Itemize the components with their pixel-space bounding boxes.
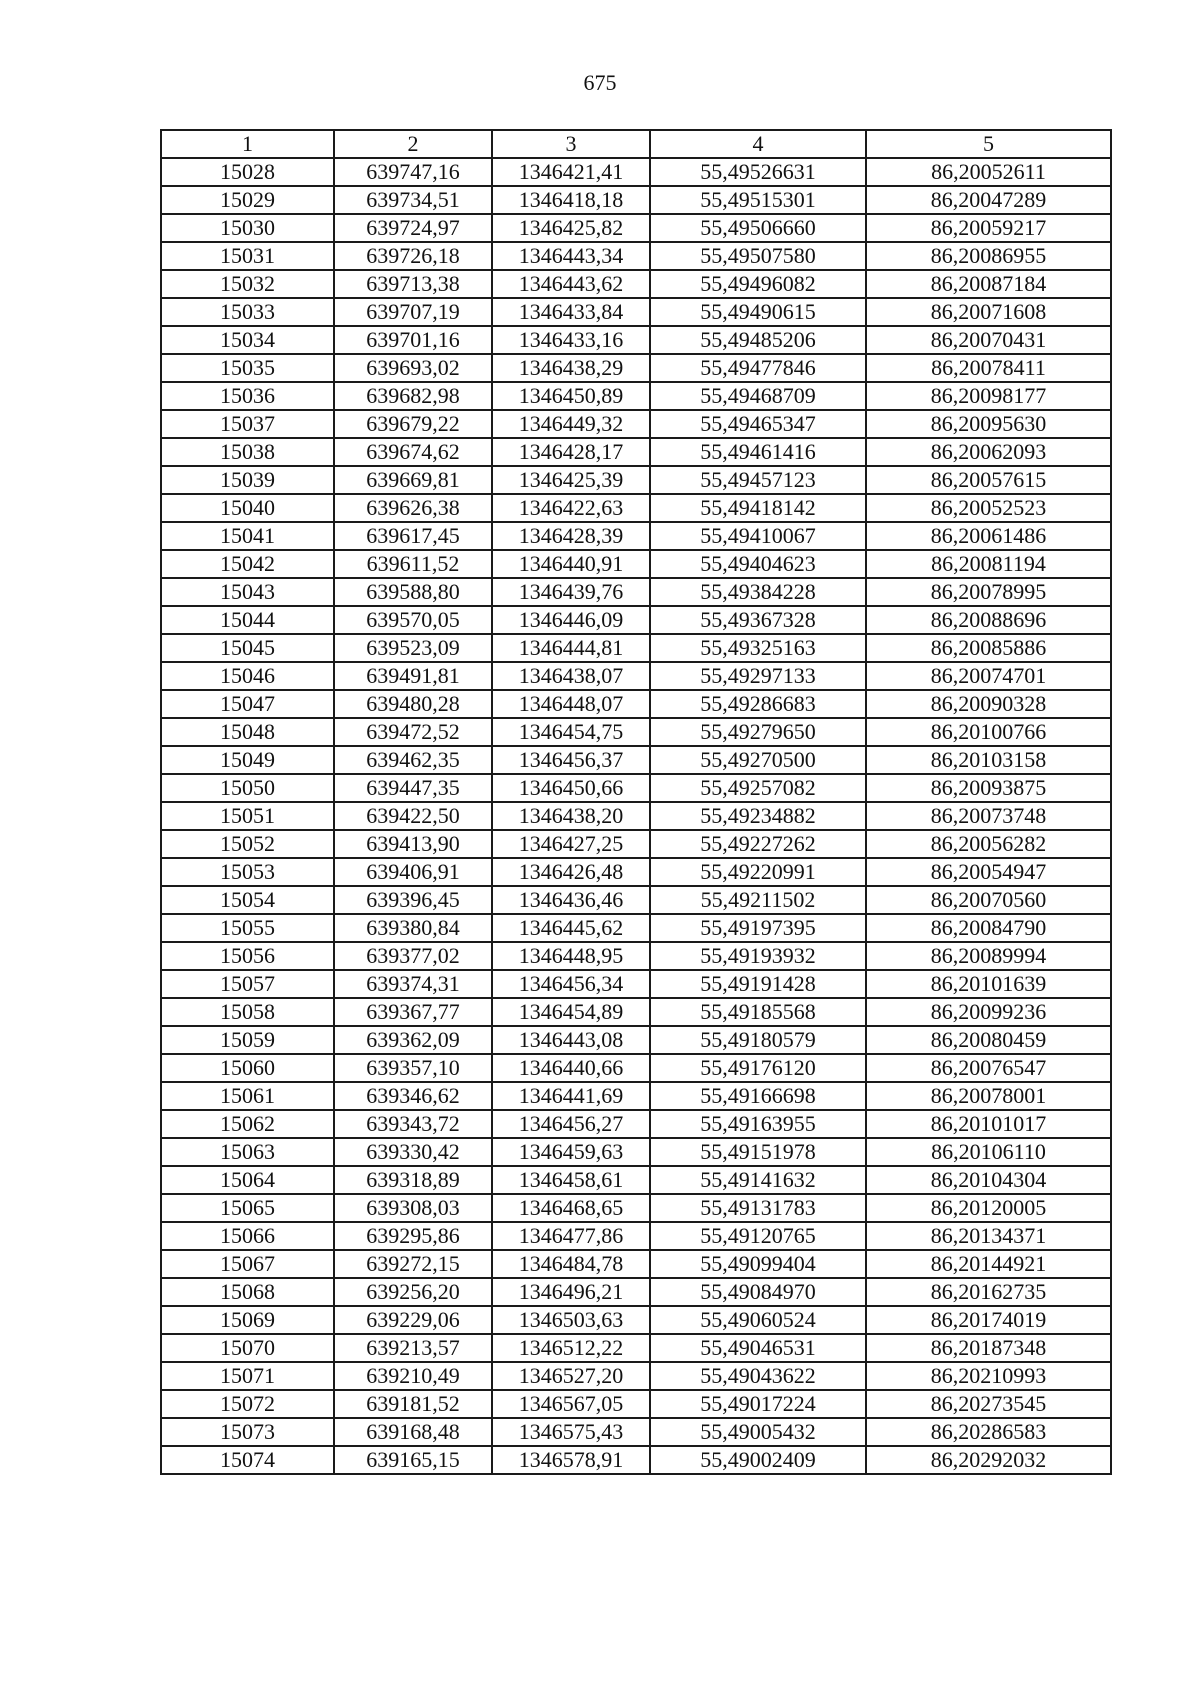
- table-cell-col-4: 55,49461416: [650, 438, 866, 466]
- table-cell-col-3: 1346438,20: [492, 802, 650, 830]
- table-cell-col-2: 639377,02: [334, 942, 492, 970]
- table-row: [161, 1222, 1111, 1250]
- table-cell-col-2: 639272,15: [334, 1250, 492, 1278]
- table-cell-col-5: 86,20187348: [866, 1334, 1111, 1362]
- table-cell-col-5: 86,20292032: [866, 1446, 1111, 1474]
- table-cell-col-5: 86,20120005: [866, 1194, 1111, 1222]
- table-cell-col-4: 55,49465347: [650, 410, 866, 438]
- table-row: [161, 1250, 1111, 1278]
- table-cell-col-4: 55,49211502: [650, 886, 866, 914]
- table-row: [161, 438, 1111, 466]
- table-row: [161, 1110, 1111, 1138]
- table-cell-col-1: 15074: [161, 1446, 334, 1474]
- table-row: [161, 1278, 1111, 1306]
- table-cell-col-1: 15034: [161, 326, 334, 354]
- table-cell-col-2: 639701,16: [334, 326, 492, 354]
- table-cell-col-1: 15043: [161, 578, 334, 606]
- table-cell-col-4: 55,49526631: [650, 158, 866, 186]
- table-cell-col-2: 639480,28: [334, 690, 492, 718]
- table-cell-col-3: 1346433,84: [492, 298, 650, 326]
- table-cell-col-4: 55,49131783: [650, 1194, 866, 1222]
- table-cell-col-5: 86,20085886: [866, 634, 1111, 662]
- table-cell-col-3: 1346454,75: [492, 718, 650, 746]
- table-cell-col-4: 55,49418142: [650, 494, 866, 522]
- table-cell-col-3: 1346421,41: [492, 158, 650, 186]
- table-cell-col-2: 639713,38: [334, 270, 492, 298]
- table-row: [161, 242, 1111, 270]
- page-number: 675: [583, 70, 617, 95]
- table-cell-col-5: 86,20273545: [866, 1390, 1111, 1418]
- table-cell-col-5: 86,20061486: [866, 522, 1111, 550]
- table-cell-col-4: 55,49163955: [650, 1110, 866, 1138]
- table-cell-col-2: 639406,91: [334, 858, 492, 886]
- coordinates-table: [160, 129, 1112, 1475]
- table-row: [161, 886, 1111, 914]
- table-cell-col-5: 86,20106110: [866, 1138, 1111, 1166]
- table-cell-col-2: 639229,06: [334, 1306, 492, 1334]
- table-cell-col-2: 639380,84: [334, 914, 492, 942]
- table-row: [161, 914, 1111, 942]
- table-cell-col-5: 86,20210993: [866, 1362, 1111, 1390]
- table-cell-col-5: 86,20093875: [866, 774, 1111, 802]
- table-cell-col-3: 1346444,81: [492, 634, 650, 662]
- table-cell-col-5: 86,20103158: [866, 746, 1111, 774]
- table-cell-col-1: 15063: [161, 1138, 334, 1166]
- table-cell-col-3: 1346443,34: [492, 242, 650, 270]
- table-row: [161, 158, 1111, 186]
- table-row: [161, 746, 1111, 774]
- table-cell-col-4: 55,49166698: [650, 1082, 866, 1110]
- table-cell-col-3: 1346438,07: [492, 662, 650, 690]
- table-cell-col-1: 15041: [161, 522, 334, 550]
- table-cell-col-2: 639617,45: [334, 522, 492, 550]
- table-cell-col-3: 1346459,63: [492, 1138, 650, 1166]
- table-cell-col-4: 55,49141632: [650, 1166, 866, 1194]
- table-cell-col-1: 15042: [161, 550, 334, 578]
- table-cell-col-1: 15068: [161, 1278, 334, 1306]
- table-cell-col-4: 55,49270500: [650, 746, 866, 774]
- table-cell-col-3: 1346458,61: [492, 1166, 650, 1194]
- table-cell-col-1: 15073: [161, 1418, 334, 1446]
- table-cell-col-4: 55,49084970: [650, 1278, 866, 1306]
- table-cell-col-1: 15053: [161, 858, 334, 886]
- table-cell-col-4: 55,49151978: [650, 1138, 866, 1166]
- header-cell-3: 3: [492, 130, 650, 158]
- table-cell-col-3: 1346503,63: [492, 1306, 650, 1334]
- table-cell-col-3: 1346439,76: [492, 578, 650, 606]
- table-cell-col-5: 86,20286583: [866, 1418, 1111, 1446]
- table-cell-col-1: 15046: [161, 662, 334, 690]
- table-row: [161, 662, 1111, 690]
- table-row: [161, 1166, 1111, 1194]
- table-cell-col-1: 15058: [161, 998, 334, 1026]
- table-row: [161, 606, 1111, 634]
- table-cell-col-3: 1346425,82: [492, 214, 650, 242]
- table-cell-col-4: 55,49002409: [650, 1446, 866, 1474]
- table-cell-col-1: 15071: [161, 1362, 334, 1390]
- table-cell-col-5: 86,20134371: [866, 1222, 1111, 1250]
- table-cell-col-2: 639523,09: [334, 634, 492, 662]
- table-cell-col-3: 1346512,22: [492, 1334, 650, 1362]
- table-cell-col-1: 15064: [161, 1166, 334, 1194]
- table-row: [161, 326, 1111, 354]
- table-cell-col-3: 1346448,07: [492, 690, 650, 718]
- table-cell-col-2: 639472,52: [334, 718, 492, 746]
- table-row: [161, 970, 1111, 998]
- table-row: [161, 214, 1111, 242]
- table-cell-col-2: 639362,09: [334, 1026, 492, 1054]
- table-cell-col-1: 15029: [161, 186, 334, 214]
- table-cell-col-1: 15052: [161, 830, 334, 858]
- table-cell-col-3: 1346450,66: [492, 774, 650, 802]
- table-cell-col-3: 1346575,43: [492, 1418, 650, 1446]
- table-cell-col-3: 1346567,05: [492, 1390, 650, 1418]
- table-row: [161, 522, 1111, 550]
- table-cell-col-5: 86,20086955: [866, 242, 1111, 270]
- table-cell-col-4: 55,49477846: [650, 354, 866, 382]
- table-row: [161, 1082, 1111, 1110]
- table-cell-col-4: 55,49297133: [650, 662, 866, 690]
- table-cell-col-5: 86,20047289: [866, 186, 1111, 214]
- table-cell-col-1: 15037: [161, 410, 334, 438]
- table-cell-col-5: 86,20144921: [866, 1250, 1111, 1278]
- table-cell-col-3: 1346440,91: [492, 550, 650, 578]
- table-cell-col-4: 55,49515301: [650, 186, 866, 214]
- table-cell-col-5: 86,20054947: [866, 858, 1111, 886]
- table-cell-col-2: 639413,90: [334, 830, 492, 858]
- table-row: [161, 1138, 1111, 1166]
- table-cell-col-3: 1346418,18: [492, 186, 650, 214]
- table-row: [161, 270, 1111, 298]
- table-cell-col-1: 15038: [161, 438, 334, 466]
- table-row: [161, 382, 1111, 410]
- table-cell-col-4: 55,49227262: [650, 830, 866, 858]
- table-cell-col-5: 86,20056282: [866, 830, 1111, 858]
- table-cell-col-5: 86,20078995: [866, 578, 1111, 606]
- table-cell-col-5: 86,20052611: [866, 158, 1111, 186]
- table-cell-col-4: 55,49286683: [650, 690, 866, 718]
- table-cell-col-1: 15050: [161, 774, 334, 802]
- table-cell-col-2: 639374,31: [334, 970, 492, 998]
- table-cell-col-5: 86,20080459: [866, 1026, 1111, 1054]
- table-cell-col-2: 639734,51: [334, 186, 492, 214]
- table-cell-col-4: 55,49279650: [650, 718, 866, 746]
- table-row: [161, 998, 1111, 1026]
- table-cell-col-5: 86,20098177: [866, 382, 1111, 410]
- table-cell-col-5: 86,20052523: [866, 494, 1111, 522]
- table-cell-col-2: 639611,52: [334, 550, 492, 578]
- table-cell-col-3: 1346484,78: [492, 1250, 650, 1278]
- table-row: [161, 550, 1111, 578]
- table-cell-col-3: 1346477,86: [492, 1222, 650, 1250]
- table-cell-col-4: 55,49507580: [650, 242, 866, 270]
- table-cell-col-2: 639693,02: [334, 354, 492, 382]
- table-cell-col-4: 55,49506660: [650, 214, 866, 242]
- table-cell-col-2: 639447,35: [334, 774, 492, 802]
- table-cell-col-4: 55,49193932: [650, 942, 866, 970]
- table-cell-col-5: 86,20070431: [866, 326, 1111, 354]
- table-row: [161, 942, 1111, 970]
- table-cell-col-2: 639747,16: [334, 158, 492, 186]
- table-cell-col-3: 1346456,27: [492, 1110, 650, 1138]
- table-cell-col-1: 15062: [161, 1110, 334, 1138]
- header-cell-1: 1: [161, 130, 334, 158]
- table-cell-col-5: 86,20090328: [866, 690, 1111, 718]
- table-cell-col-4: 55,49185568: [650, 998, 866, 1026]
- table-cell-col-3: 1346445,62: [492, 914, 650, 942]
- table-cell-col-2: 639367,77: [334, 998, 492, 1026]
- table-row: [161, 1054, 1111, 1082]
- table-cell-col-2: 639669,81: [334, 466, 492, 494]
- table-cell-col-1: 15030: [161, 214, 334, 242]
- table-cell-col-2: 639491,81: [334, 662, 492, 690]
- table-cell-col-1: 15039: [161, 466, 334, 494]
- table-cell-col-4: 55,49180579: [650, 1026, 866, 1054]
- table-cell-col-1: 15035: [161, 354, 334, 382]
- table-cell-col-2: 639181,52: [334, 1390, 492, 1418]
- table-cell-col-4: 55,49220991: [650, 858, 866, 886]
- table-cell-col-1: 15036: [161, 382, 334, 410]
- table-cell-col-5: 86,20078001: [866, 1082, 1111, 1110]
- table-cell-col-4: 55,49367328: [650, 606, 866, 634]
- table-cell-col-1: 15055: [161, 914, 334, 942]
- table-cell-col-1: 15045: [161, 634, 334, 662]
- table-cell-col-3: 1346450,89: [492, 382, 650, 410]
- table-cell-col-3: 1346440,66: [492, 1054, 650, 1082]
- table-row: [161, 774, 1111, 802]
- table-cell-col-1: 15032: [161, 270, 334, 298]
- table-cell-col-1: 15033: [161, 298, 334, 326]
- table-cell-col-1: 15066: [161, 1222, 334, 1250]
- table-cell-col-4: 55,49099404: [650, 1250, 866, 1278]
- table-cell-col-4: 55,49384228: [650, 578, 866, 606]
- table-cell-col-2: 639588,80: [334, 578, 492, 606]
- table-cell-col-1: 15040: [161, 494, 334, 522]
- table-cell-col-1: 15069: [161, 1306, 334, 1334]
- table-row: [161, 802, 1111, 830]
- table-cell-col-1: 15048: [161, 718, 334, 746]
- header-cell-5: 5: [866, 130, 1111, 158]
- table-cell-col-2: 639346,62: [334, 1082, 492, 1110]
- table-cell-col-4: 55,49197395: [650, 914, 866, 942]
- table-cell-col-1: 15072: [161, 1390, 334, 1418]
- table-cell-col-2: 639422,50: [334, 802, 492, 830]
- table-cell-col-3: 1346456,34: [492, 970, 650, 998]
- table-cell-col-1: 15065: [161, 1194, 334, 1222]
- table-row: [161, 858, 1111, 886]
- table-cell-col-3: 1346456,37: [492, 746, 650, 774]
- table-row: [161, 466, 1111, 494]
- table-cell-col-3: 1346527,20: [492, 1362, 650, 1390]
- table-cell-col-3: 1346425,39: [492, 466, 650, 494]
- table-cell-col-5: 86,20095630: [866, 410, 1111, 438]
- table-cell-col-5: 86,20074701: [866, 662, 1111, 690]
- table-cell-col-2: 639308,03: [334, 1194, 492, 1222]
- table-cell-col-5: 86,20084790: [866, 914, 1111, 942]
- table-cell-col-1: 15049: [161, 746, 334, 774]
- table-row: [161, 186, 1111, 214]
- header-cell-4: 4: [650, 130, 866, 158]
- table-cell-col-5: 86,20070560: [866, 886, 1111, 914]
- table-cell-col-1: 15047: [161, 690, 334, 718]
- table-cell-col-1: 15056: [161, 942, 334, 970]
- table-cell-col-3: 1346441,69: [492, 1082, 650, 1110]
- header-row: [161, 130, 1111, 158]
- table-cell-col-1: 15051: [161, 802, 334, 830]
- table-cell-col-4: 55,49496082: [650, 270, 866, 298]
- table-cell-col-2: 639724,97: [334, 214, 492, 242]
- table-cell-col-1: 15057: [161, 970, 334, 998]
- table-cell-col-1: 15028: [161, 158, 334, 186]
- table-cell-col-2: 639682,98: [334, 382, 492, 410]
- table-cell-col-4: 55,49234882: [650, 802, 866, 830]
- table-header: [161, 130, 1111, 158]
- table-cell-col-4: 55,49176120: [650, 1054, 866, 1082]
- table-cell-col-5: 86,20076547: [866, 1054, 1111, 1082]
- table-cell-col-3: 1346496,21: [492, 1278, 650, 1306]
- table-cell-col-2: 639210,49: [334, 1362, 492, 1390]
- table-cell-col-5: 86,20101639: [866, 970, 1111, 998]
- table-cell-col-4: 55,49060524: [650, 1306, 866, 1334]
- table-row: [161, 690, 1111, 718]
- table-row: [161, 1362, 1111, 1390]
- table-cell-col-2: 639679,22: [334, 410, 492, 438]
- table-row: [161, 830, 1111, 858]
- table-cell-col-5: 86,20078411: [866, 354, 1111, 382]
- table-cell-col-2: 639570,05: [334, 606, 492, 634]
- table-cell-col-3: 1346448,95: [492, 942, 650, 970]
- table-cell-col-1: 15044: [161, 606, 334, 634]
- table-cell-col-3: 1346443,08: [492, 1026, 650, 1054]
- table-row: [161, 634, 1111, 662]
- table-row: [161, 1390, 1111, 1418]
- table-cell-col-2: 639213,57: [334, 1334, 492, 1362]
- table-cell-col-3: 1346438,29: [492, 354, 650, 382]
- table-cell-col-4: 55,49046531: [650, 1334, 866, 1362]
- table-cell-col-4: 55,49468709: [650, 382, 866, 410]
- table-cell-col-2: 639357,10: [334, 1054, 492, 1082]
- table-row: [161, 1026, 1111, 1054]
- table-cell-col-5: 86,20087184: [866, 270, 1111, 298]
- table-cell-col-4: 55,49017224: [650, 1390, 866, 1418]
- table-cell-col-1: 15060: [161, 1054, 334, 1082]
- table-cell-col-4: 55,49257082: [650, 774, 866, 802]
- table-cell-col-5: 86,20062093: [866, 438, 1111, 466]
- table-cell-col-4: 55,49457123: [650, 466, 866, 494]
- table-cell-col-2: 639343,72: [334, 1110, 492, 1138]
- table-cell-col-2: 639165,15: [334, 1446, 492, 1474]
- table-body: [161, 158, 1111, 1474]
- table-cell-col-4: 55,49043622: [650, 1362, 866, 1390]
- table-row: [161, 718, 1111, 746]
- table-cell-col-3: 1346426,48: [492, 858, 650, 886]
- table-cell-col-1: 15070: [161, 1334, 334, 1362]
- table-cell-col-2: 639295,86: [334, 1222, 492, 1250]
- table-cell-col-3: 1346446,09: [492, 606, 650, 634]
- table-cell-col-4: 55,49120765: [650, 1222, 866, 1250]
- table-cell-col-5: 86,20162735: [866, 1278, 1111, 1306]
- table-cell-col-4: 55,49404623: [650, 550, 866, 578]
- table-cell-col-3: 1346454,89: [492, 998, 650, 1026]
- table-cell-col-5: 86,20081194: [866, 550, 1111, 578]
- table-cell-col-2: 639626,38: [334, 494, 492, 522]
- table-cell-col-4: 55,49191428: [650, 970, 866, 998]
- table-cell-col-2: 639330,42: [334, 1138, 492, 1166]
- table-cell-col-5: 86,20101017: [866, 1110, 1111, 1138]
- table-cell-col-5: 86,20104304: [866, 1166, 1111, 1194]
- table-cell-col-2: 639396,45: [334, 886, 492, 914]
- table-cell-col-2: 639256,20: [334, 1278, 492, 1306]
- table-row: [161, 354, 1111, 382]
- table-cell-col-3: 1346427,25: [492, 830, 650, 858]
- table-row: [161, 578, 1111, 606]
- table-cell-col-1: 15061: [161, 1082, 334, 1110]
- table-cell-col-3: 1346443,62: [492, 270, 650, 298]
- table-cell-col-3: 1346422,63: [492, 494, 650, 522]
- table-cell-col-2: 639707,19: [334, 298, 492, 326]
- table-row: [161, 494, 1111, 522]
- table-cell-col-5: 86,20089994: [866, 942, 1111, 970]
- table-cell-col-3: 1346433,16: [492, 326, 650, 354]
- table-cell-col-3: 1346436,46: [492, 886, 650, 914]
- table-cell-col-5: 86,20071608: [866, 298, 1111, 326]
- table-cell-col-5: 86,20174019: [866, 1306, 1111, 1334]
- table-cell-col-4: 55,49485206: [650, 326, 866, 354]
- table-cell-col-1: 15031: [161, 242, 334, 270]
- table-cell-col-4: 55,49410067: [650, 522, 866, 550]
- table-cell-col-4: 55,49325163: [650, 634, 866, 662]
- table-cell-col-5: 86,20073748: [866, 802, 1111, 830]
- table-cell-col-3: 1346468,65: [492, 1194, 650, 1222]
- table-cell-col-4: 55,49005432: [650, 1418, 866, 1446]
- table-row: [161, 1334, 1111, 1362]
- table-cell-col-3: 1346449,32: [492, 410, 650, 438]
- table-cell-col-2: 639168,48: [334, 1418, 492, 1446]
- table-cell-col-2: 639318,89: [334, 1166, 492, 1194]
- table-cell-col-5: 86,20099236: [866, 998, 1111, 1026]
- table-row: [161, 410, 1111, 438]
- table-cell-col-1: 15054: [161, 886, 334, 914]
- table-cell-col-3: 1346428,17: [492, 438, 650, 466]
- table-row: [161, 1446, 1111, 1474]
- table-cell-col-3: 1346578,91: [492, 1446, 650, 1474]
- table-row: [161, 1306, 1111, 1334]
- table-cell-col-2: 639726,18: [334, 242, 492, 270]
- table-cell-col-5: 86,20059217: [866, 214, 1111, 242]
- table-row: [161, 298, 1111, 326]
- table-cell-col-4: 55,49490615: [650, 298, 866, 326]
- table-cell-col-2: 639462,35: [334, 746, 492, 774]
- table-cell-col-3: 1346428,39: [492, 522, 650, 550]
- table-cell-col-1: 15067: [161, 1250, 334, 1278]
- table-cell-col-1: 15059: [161, 1026, 334, 1054]
- table-row: [161, 1418, 1111, 1446]
- table-cell-col-5: 86,20088696: [866, 606, 1111, 634]
- header-cell-2: 2: [334, 130, 492, 158]
- table-row: [161, 1194, 1111, 1222]
- table-cell-col-5: 86,20057615: [866, 466, 1111, 494]
- table-cell-col-5: 86,20100766: [866, 718, 1111, 746]
- table-cell-col-2: 639674,62: [334, 438, 492, 466]
